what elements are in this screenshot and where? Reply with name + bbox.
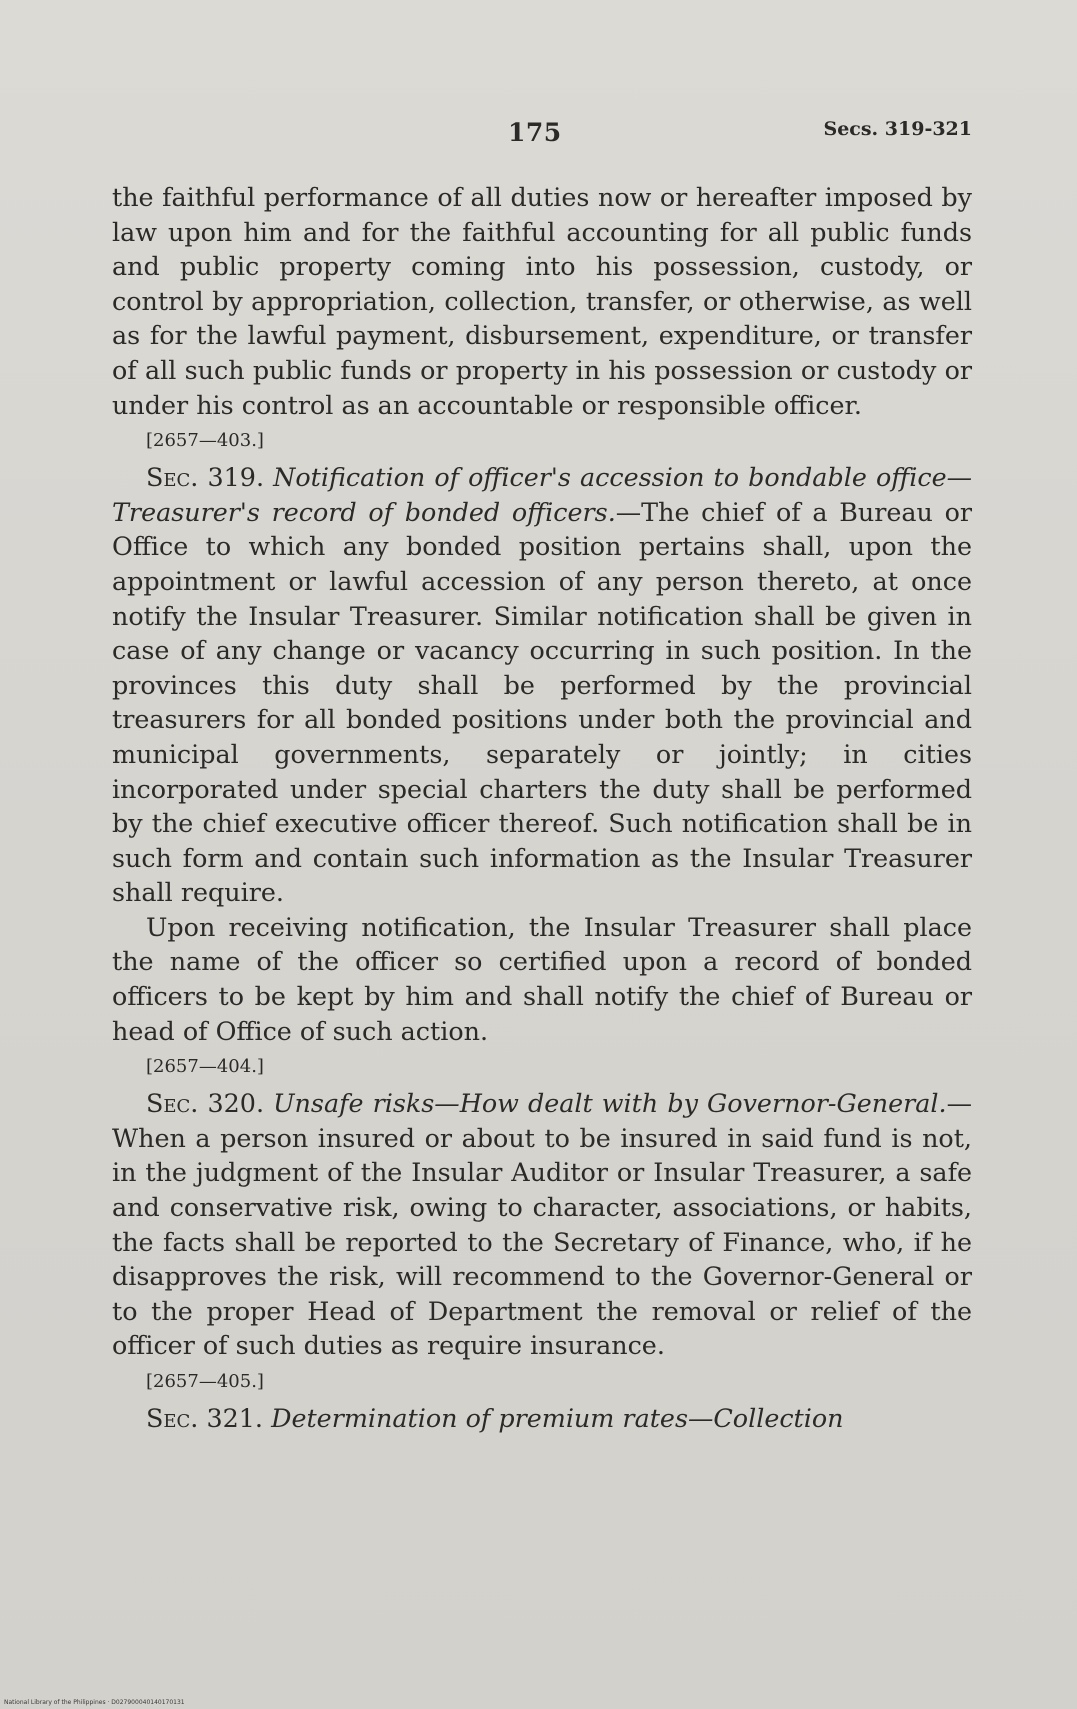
section-text: —The chief of a Bureau or Office to which any bonded position pertains shall, upon the appointment or lawful accession of any person thereto, at once notify the Insular Treasurer. Similar notification shall be given in case of any change or vacancy occurring in such position. In the provinces this duty shall be performed by the provincial treasurers for all bonded positions under both the provincial and municipal governments, separately or jointly; in cities incorporated under special charters the duty shall be performed by the chief executive officer thereof. Such notification shall be in such form and contain such information as the Insular Treasurer shall require. [112,496,972,908]
section-319 [112,460,972,910]
section-319-continuation: Upon receiving notification, the Insular Treasurer shall place the name of the officer so certified upon a record of bonded officers to be kept by him and shall notify the chief of Bureau or head of Office of such action. [112,911,972,1046]
citation-321: [2657—405.] [146,1371,264,1392]
running-head [110,118,972,158]
section-number: 321. [206,1403,264,1433]
opening-paragraph: the faithful performance of all duties now or hereafter imposed by law upon him and for the faithful accounting for all public funds and public property coming into his possession, custody, or control by appropriation, collection, transfer, or otherwise, as well as for the lawful payment, disbursement, expenditure, or transfer of all such public funds or property in his possession or custody or under his control as an accountable or responsible officer. [112,182,972,420]
section-321 [112,1401,972,1436]
section-320 [112,1086,972,1363]
section-catchline: Determination of premium rates—Collection [271,1403,844,1433]
scan-credit: National Library of the Philippines · D027900040140170131 [4,1699,185,1706]
section-catchline: Unsafe risks—How dealt with by Governor-General. [273,1088,947,1119]
section-prefix: Sec. [146,1403,199,1433]
section-number: 320. [207,1088,265,1119]
section-range: Secs. 319-321 [823,118,972,140]
section-prefix: Sec. [146,462,199,493]
section-text: —When a person insured or about to be insured in said fund is not, in the judgment of the Insular Auditor or Insular Treasurer, a safe and conservative risk, owing to character, associations, or habits, the facts shall be reported to the Secretary of Finance, who, if he disapproves the risk, will recommend to the Governor-General or to the proper Head of Department the removal or relief of the officer of such duties as require insurance. [112,1088,972,1361]
citation-319: [2657—403.] [146,430,264,452]
section-prefix: Sec. [146,1088,199,1119]
body-text [112,180,972,1436]
section-catchline: Notification of officer's accession to bondable office—Treasurer's record of bonded officers. [112,462,972,527]
page-number: 175 [508,118,562,147]
citation-320: [2657—404.] [146,1056,264,1078]
section-number: 319. [207,462,265,493]
